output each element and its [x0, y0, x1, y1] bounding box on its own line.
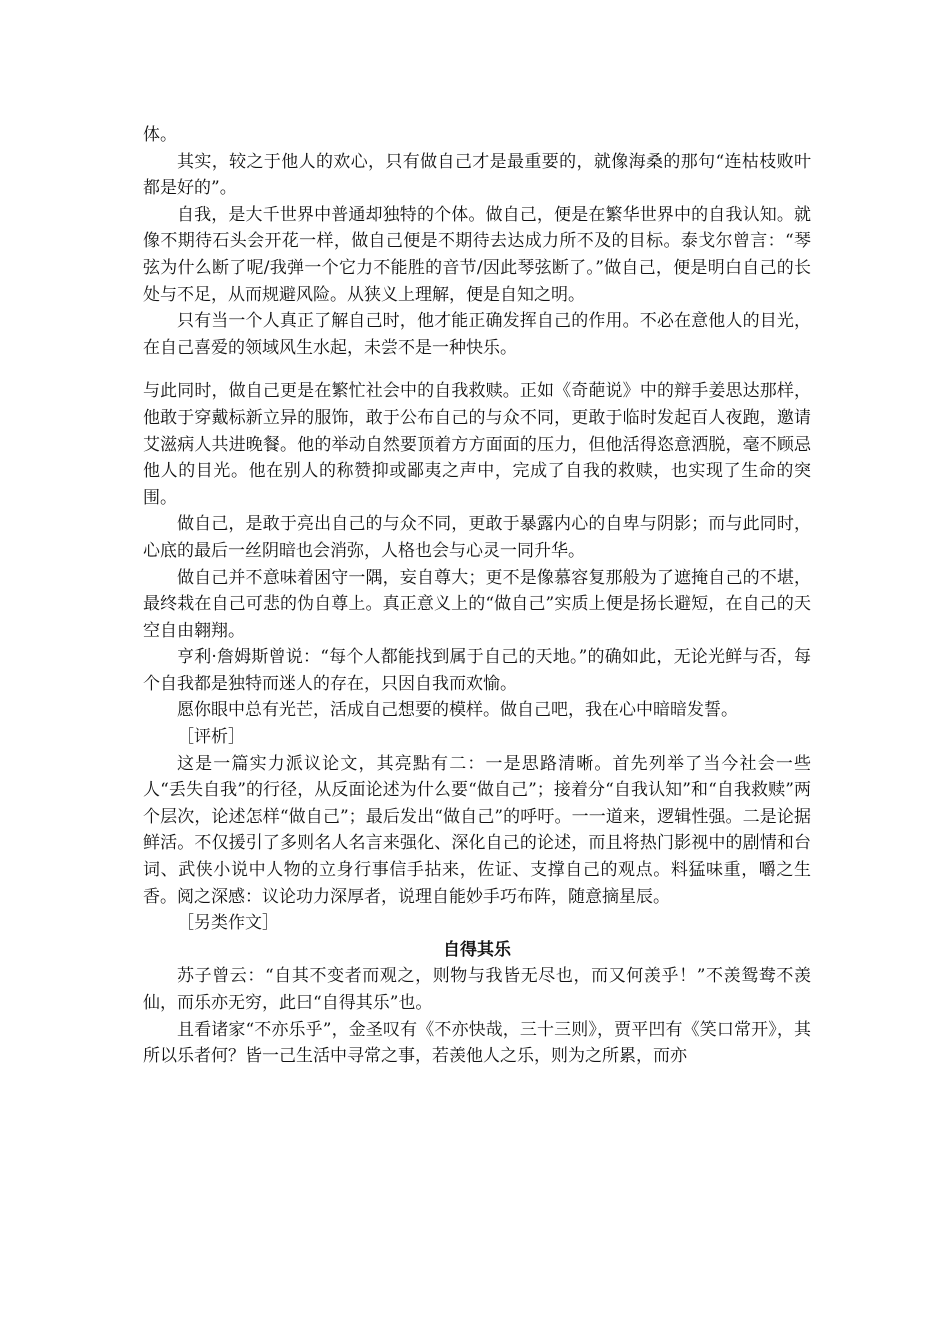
commentary-paragraph: 这是一篇实力派议论文，其亮點有二：一是思路清晰。首先列举了当今社会一些人“丢失自我”的行径，从反面论述为什么要“做自己”；接着分“自我认知”和“自我救赎”两个层次，论述怎样“做自己”；最后发出“做自己”的呼吁。一一道来，逻辑性强。二是论据鲜活。不仅援引了多则名人名言来强化、深化自己的论述，而且将热门影视中的剧情和台词、武侠小说中人物的立身行事信手拈来，佐证、支撑自己的观点。料猛味重，嚼之生香。阅之深感：议论功力深厚者，说理自能妙手巧布阵，随意摘星辰。 — [143, 753, 811, 907]
paragraph: 亨利·詹姆斯曾说：“每个人都能找到属于自己的天地。”的确如此，无论光鲜与否，每个自我都是独特而迷人的存在，只因自我而欢愉。 — [143, 647, 811, 694]
paragraph: 做自己，是敢于亮出自己的与众不同，更敢于暴露内心的自卑与阴影；而与此同时，心底的最后一丝阴暗也会消弥，人格也会与心灵一同升华。 — [143, 514, 811, 561]
section-label-commentary: ［评析］ — [177, 727, 245, 748]
paragraph: 愿你眼中总有光芒，活成自己想要的模样。做自己吧，我在心中暗暗发誓。 — [177, 700, 738, 721]
paragraph: 其实，较之于他人的欢心，只有做自己才是最重要的，就像海桑的那句“连枯枝败叶都是好的”。 — [143, 151, 811, 199]
paragraph: 自我，是大千世界中普通却独特的个体。做自己，便是在繁华世界中的自我认知。就像不期待石头会开花一样，做自己便是不期待去达成力所不及的目标。泰戈尔曾言：“琴弦为什么断了呢/我弹一个它力不能胜的音节/因此琴弦断了。”做自己，便是明白自己的长处与不足，从而规避风险。从狭义上理解，便是自知之明。 — [143, 204, 811, 305]
essay-title: 自得其乐 — [443, 939, 511, 960]
paragraph: 做自己并不意味着困守一隅，妄自尊大；更不是像慕容复那般为了遮掩自己的不堪，最终栽在自己可悲的伪自尊上。真正意义上的“做自己”实质上便是扬长避短，在自己的天空自由翱翔。 — [143, 567, 811, 641]
document-page — [143, 122, 811, 1070]
paragraph: 苏子曾云：“自其不变者而观之，则物与我皆无尽也，而又何羡乎！”不羡鸳鸯不羡仙，而乐亦无穷，此曰“自得其乐”也。 — [143, 966, 811, 1013]
paragraph: 且看诸家“不亦乐乎”，金圣叹有《不亦快哉，三十三则》，贾平凹有《笑口常开》，其所以乐者何？皆一己生活中寻常之事，若羡他人之乐，则为之所累，而亦 — [143, 1019, 811, 1067]
paragraph: 只有当一个人真正了解自己时，他才能正确发挥自己的作用。不必在意他人的目光，在自己喜爱的领域风生水起，未尝不是一种快乐。 — [143, 311, 811, 358]
section-label-alternative-essay: ［另类作文］ — [177, 913, 279, 934]
paragraph: 与此同时，做自己更是在繁忙社会中的自我救赎。正如《奇葩说》中的辩手姜思达那样，他敢于穿戴标新立异的服饰，敢于公布自己的与众不同，更敢于临时发起百人夜跑，邀请艾滋病人共进晚餐。他的举动自然要顶着方方面面的压力，但他活得恣意洒脱，毫不顾忌他人的目光。他在别人的称赞抑或鄙夷之声中，完成了自我的救赎，也实现了生命的突围。 — [143, 381, 811, 508]
paragraph: 体。 — [143, 125, 177, 145]
